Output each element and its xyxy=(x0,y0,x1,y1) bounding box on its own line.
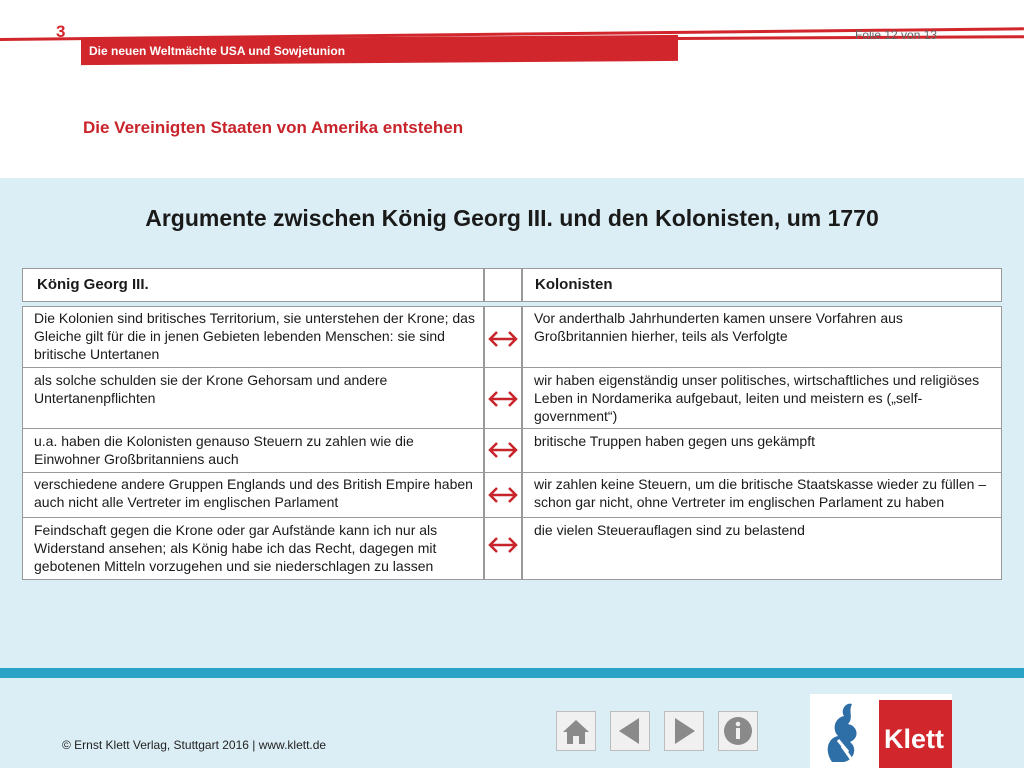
chapter-title: Die neuen Weltmächte USA und Sowjetunion xyxy=(89,44,346,58)
page-title: Argumente zwischen König Georg III. und den Kolonisten, um 1770 xyxy=(145,205,879,231)
copyright-text: © Ernst Klett Verlag, Stuttgart 2016 | www.klett.de xyxy=(62,738,327,752)
table-cell-colonists: wir haben eigenständig unser politisches, wirtschaftliches und religiöses Leben in Nordamerika aufgebaut, leiten und meistern es („self-government“) xyxy=(534,372,980,424)
header-rule-right xyxy=(678,35,1024,40)
table-cell-colonists: wir zahlen keine Steuern, um die britische Staatskasse wieder zu füllen – schon gar nicht, ohne Vertreter im englischen Parlament zu haben xyxy=(534,476,987,510)
previous-slide-button[interactable] xyxy=(610,711,650,751)
column-header-spacer xyxy=(484,268,522,302)
double-arrow-icon xyxy=(487,329,519,349)
table-cell-king: verschiedene andere Gruppen Englands und des British Empire haben auch nicht alle Vertreter im englischen Parlament xyxy=(34,476,473,510)
table-cell-colonists: Vor anderthalb Jahrhunderten kamen unsere Vorfahren aus Großbritannien hierher, teils als Verfolgte xyxy=(534,310,903,344)
arrow-right-icon xyxy=(665,712,703,750)
info-icon xyxy=(719,712,757,750)
table-cell-king: Die Kolonien sind britisches Territorium, sie unterstehen der Krone; das Gleiche gilt für die in jenen Gebieten lebenden Menschen: sie sind britische Untertanen xyxy=(34,310,475,362)
arrow-left-icon xyxy=(611,712,649,750)
row-divider xyxy=(22,428,1002,429)
slide-counter: Folie 12 von 13 xyxy=(855,28,938,42)
row-divider xyxy=(22,517,1002,518)
double-arrow-icon xyxy=(487,389,519,409)
table-cell-king: Feindschaft gegen die Krone oder gar Aufstände kann ich nur als Widerstand ansehen; als König habe ich das Recht, dagegen mit gebotenen Mitteln vorzugehen und sie niederschlagen zu lassen xyxy=(34,522,438,574)
row-divider xyxy=(22,367,1002,368)
home-icon xyxy=(557,712,595,750)
next-slide-button[interactable] xyxy=(664,711,704,751)
double-arrow-icon xyxy=(487,485,519,505)
column-header-colonists-label: Kolonisten xyxy=(535,276,613,293)
row-divider xyxy=(22,472,1002,473)
column-header-king-label: König Georg III. xyxy=(37,276,149,293)
double-arrow-icon xyxy=(487,440,519,460)
double-arrow-icon xyxy=(487,535,519,555)
table-cell-colonists: britische Truppen haben gegen uns gekämpft xyxy=(534,433,815,449)
table-cell-colonists: die vielen Steuerauflagen sind zu belastend xyxy=(534,522,805,538)
table-cell-king: als solche schulden sie der Krone Gehorsam und andere Untertanenpflichten xyxy=(34,372,388,406)
info-button[interactable] xyxy=(718,711,758,751)
klett-emblem-icon xyxy=(818,700,874,766)
klett-logo-text: Klett xyxy=(884,724,944,754)
section-title: Die Vereinigten Staaten von Amerika entstehen xyxy=(83,118,464,137)
home-button[interactable] xyxy=(556,711,596,751)
table-cell-king: u.a. haben die Kolonisten genauso Steuern zu zahlen wie die Einwohner Großbritanniens auch xyxy=(34,433,414,467)
chapter-number: 3 xyxy=(56,22,66,41)
